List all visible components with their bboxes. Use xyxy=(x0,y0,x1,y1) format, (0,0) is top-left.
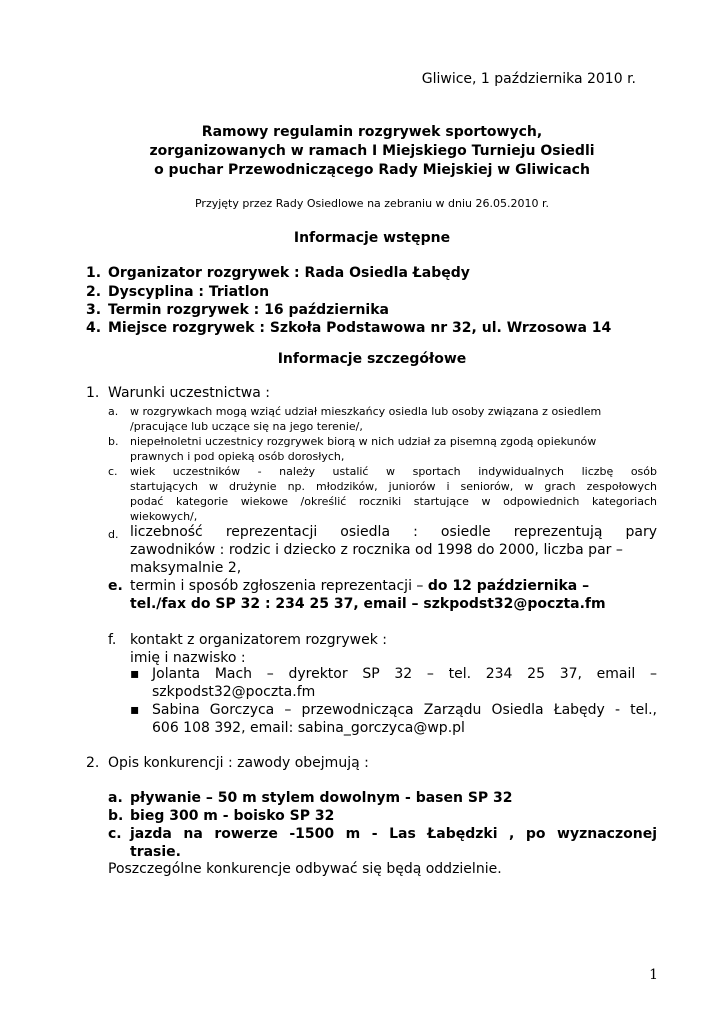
place-date: Gliwice, 1 października 2010 r. xyxy=(421,71,636,87)
intro-heading: Informacje wstępne xyxy=(293,230,451,246)
adoption-note: Przyjęty przez Rady Osiedlowe na zebraniu w dniu 26.05.2010 r. xyxy=(194,197,550,210)
item-1f-line: kontakt z organizatorem rozgrywek : xyxy=(130,632,388,648)
title-line-1: Ramowy regulamin rozgrywek sportowych, xyxy=(201,124,543,140)
item-number: 1. xyxy=(86,265,102,281)
item-1a-line: /pracujące lub uczące się na jego terenie/, xyxy=(130,420,363,433)
item-marker: f. xyxy=(108,632,117,648)
contact-1-email: szkpodst32@poczta.fm xyxy=(152,684,316,700)
section-1-number: 1. xyxy=(86,385,100,401)
intro-item xyxy=(86,302,389,318)
event-running: bieg 300 m - boisko SP 32 xyxy=(130,808,335,824)
item-marker: d. xyxy=(108,528,119,541)
item-marker: b. xyxy=(108,808,124,824)
item-1d-line: liczebność reprezentacji osiedla : osiedle reprezentują pary xyxy=(130,524,657,540)
item-1a-line: w rozgrywkach mogą wziąć udział mieszkańcy osiedla lub osoby związana z osiedlem xyxy=(130,405,602,418)
item-1b-line: prawnych i pod opieką osób dorosłych, xyxy=(130,450,345,463)
item-marker: a. xyxy=(108,790,123,806)
item-text: Organizator rozgrywek : Rada Osiedla Łabędy xyxy=(108,265,470,281)
section-2-number: 2. xyxy=(86,755,100,771)
registration-text: termin i sposób zgłoszenia reprezentacji – xyxy=(130,578,428,594)
title-line-2: zorganizowanych w ramach I Miejskiego Turnieju Osiedli xyxy=(149,143,595,159)
item-1e-line-2: tel./fax do SP 32 : 234 25 37, email – szkpodst32@poczta.fm xyxy=(130,596,606,612)
item-1c-line: startujących w drużynie np. młodzików, juniorów i seniorów, w grach zespołowych xyxy=(130,480,657,493)
intro-item xyxy=(86,265,470,281)
intro-item xyxy=(86,320,611,336)
item-marker: e. xyxy=(108,578,123,594)
title-line-3: o puchar Przewodniczącego Rady Miejskiej w Gliwicach xyxy=(154,162,590,178)
contact-2-details: 606 108 392, email: sabina_gorczyca@wp.pl xyxy=(152,720,465,736)
contact-2-line: Sabina Gorczyca – przewodnicząca Zarządu Osiedla Łabędy - tel., xyxy=(152,702,657,718)
item-1d-line: zawodników : rodzic i dziecko z rocznika od 1998 do 2000, liczba par – xyxy=(130,542,623,558)
section-2-title: Opis konkurencji : zawody obejmują : xyxy=(108,755,369,771)
item-1c-line: wiek uczestników - należy ustalić w sportach indywidualnych liczbę osób xyxy=(130,465,657,478)
event-swimming: pływanie – 50 m stylem dowolnym - basen SP 32 xyxy=(130,790,513,806)
page-number: 1 xyxy=(649,967,658,983)
contact-1-line: Jolanta Mach – dyrektor SP 32 – tel. 234 25 37, email – xyxy=(152,666,657,682)
details-heading: Informacje szczegółowe xyxy=(277,351,467,367)
event-cycling-line: trasie. xyxy=(130,844,181,860)
item-1c-line: wiekowych/, xyxy=(130,510,198,523)
item-1b-line: niepełnoletni uczestnicy rozgrywek biorą w nich udział za pisemną zgodą opiekunów xyxy=(130,435,597,448)
item-1d-line: maksymalnie 2, xyxy=(130,560,242,576)
events-note: Poszczególne konkurencje odbywać się będą oddzielnie. xyxy=(108,861,502,877)
intro-item xyxy=(86,284,269,300)
item-1c-line: podać kategorie wiekowe /określić roczniki startujące w odpowiednich kategoriach xyxy=(130,495,657,508)
item-text: Miejsce rozgrywek : Szkoła Podstawowa nr 32, ul. Wrzosowa 14 xyxy=(108,320,612,336)
item-number: 4. xyxy=(86,320,102,336)
item-marker: a. xyxy=(108,405,119,418)
section-1-title: Warunki uczestnictwa : xyxy=(108,385,270,401)
item-marker: c. xyxy=(108,826,122,842)
item-1f-line: imię i nazwisko : xyxy=(130,650,246,666)
event-cycling-line: jazda na rowerze -1500 m - Las Łabędzki , po wyznaczonej xyxy=(130,826,657,842)
bullet-icon: ▪ xyxy=(130,666,140,682)
item-text: Termin rozgrywek : 16 października xyxy=(108,302,389,318)
registration-deadline: do 12 października – xyxy=(427,578,590,594)
item-marker: b. xyxy=(108,435,119,448)
item-number: 3. xyxy=(86,302,102,318)
item-1e-line-1 xyxy=(130,578,589,594)
bullet-icon: ▪ xyxy=(130,702,140,718)
item-marker: c. xyxy=(108,465,118,478)
item-text: Dyscyplina : Triatlon xyxy=(108,284,270,300)
item-number: 2. xyxy=(86,284,102,300)
